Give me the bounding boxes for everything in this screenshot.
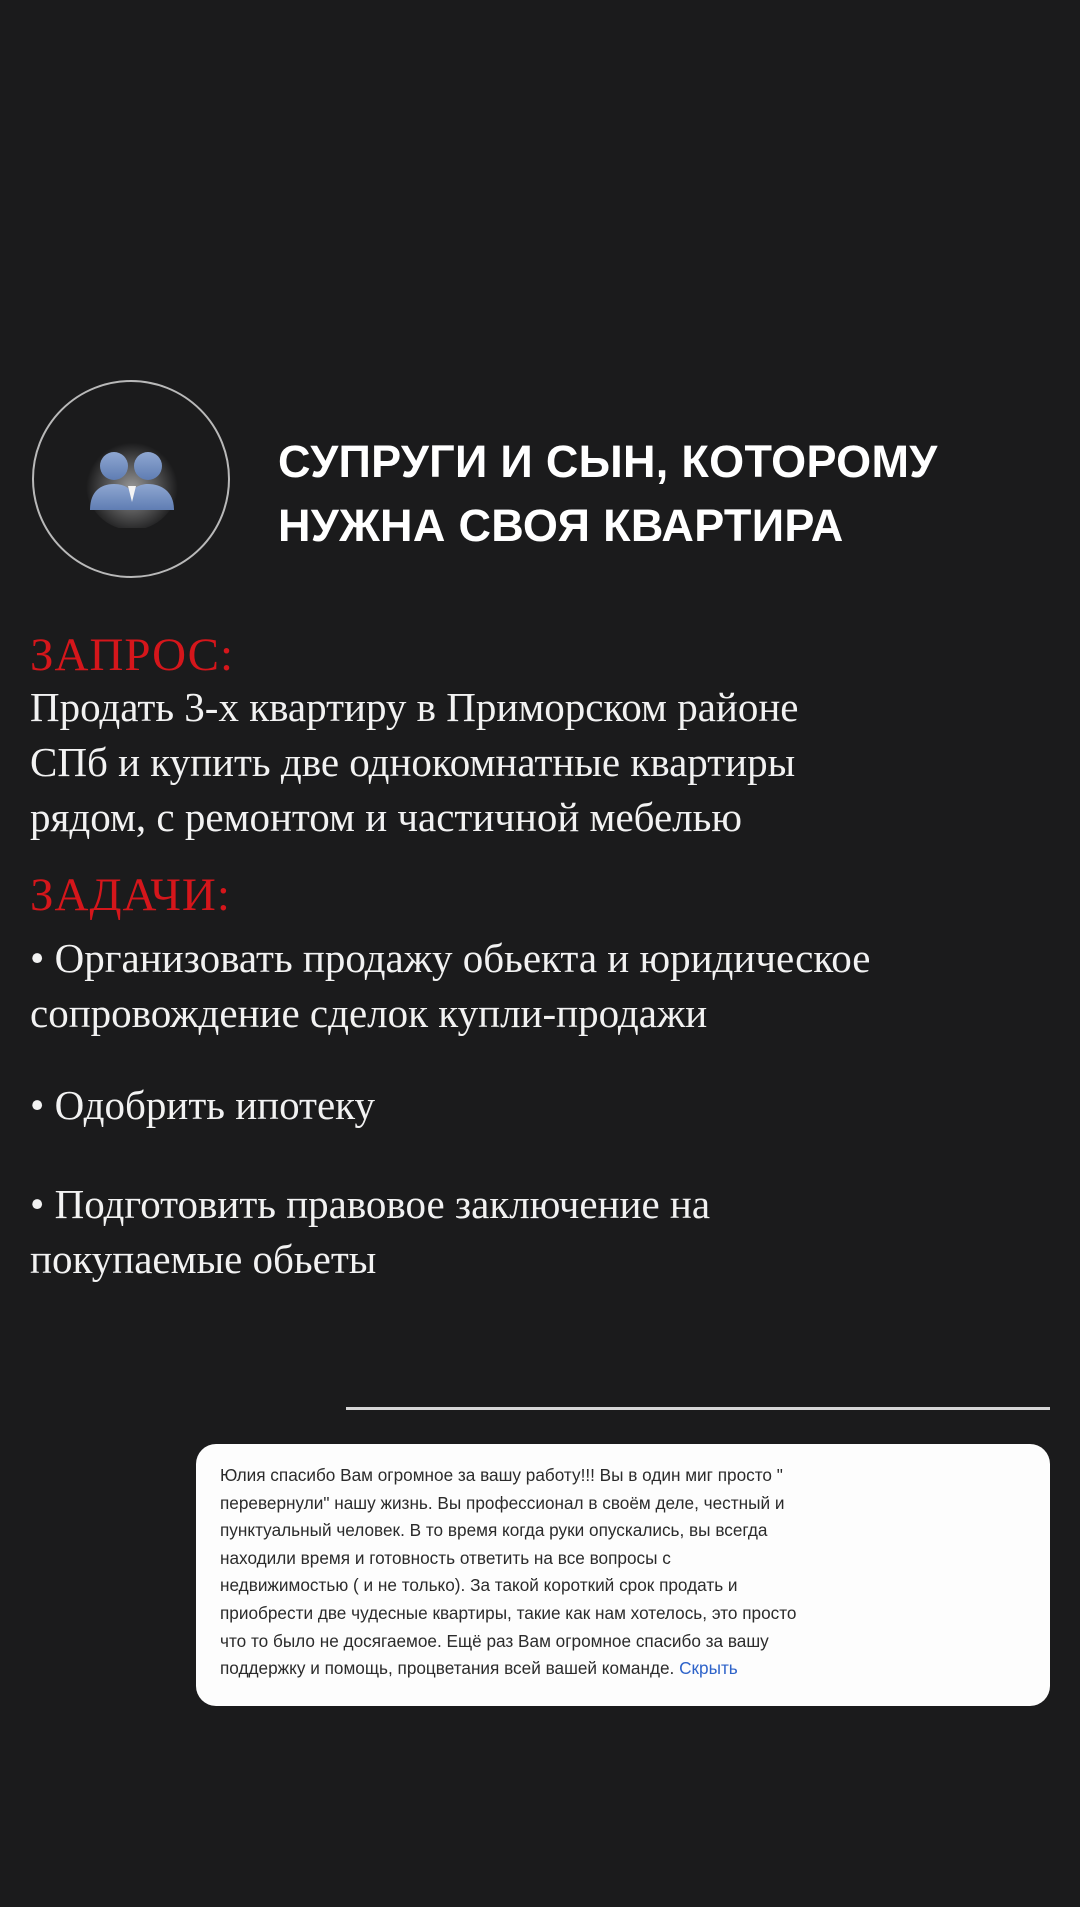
- task-line: • Организовать продажу обьекта и юридическое: [30, 935, 871, 981]
- avatar: [32, 380, 230, 578]
- divider: [346, 1407, 1050, 1410]
- review-line: недвижимостью ( и не только). За такой короткий срок продать и: [220, 1575, 738, 1596]
- request-line: рядом, с ремонтом и частичной мебелью: [30, 794, 742, 840]
- request-text: [30, 680, 1060, 845]
- task-item: [30, 931, 1060, 1041]
- request-line: СПб и купить две однокомнатные квартиры: [30, 739, 796, 785]
- request-line: Продать 3-х квартиру в Приморском районе: [30, 684, 799, 730]
- review-last-line: [220, 1655, 1028, 1683]
- task-item: [30, 1177, 1060, 1287]
- review-line: пунктуальный человек. В то время когда руки опускались, вы всегда: [220, 1520, 768, 1541]
- review-line: приобрести две чудесные квартиры, такие как нам хотелось, это просто: [220, 1602, 797, 1623]
- task-line: сопровождение сделок купли-продажи: [30, 990, 708, 1036]
- task-line: • Подготовить правовое заключение на: [30, 1181, 711, 1227]
- title-line: СУПРУГИ И СЫН, КОТОРОМУ: [278, 436, 938, 487]
- tasks-label: ЗАДАЧИ:: [30, 869, 231, 921]
- review-card: [196, 1444, 1050, 1706]
- task-line: покупаемые обьеты: [30, 1236, 377, 1282]
- review-line: Юлия спасибо Вам огромное за вашу работу!!! Вы в один миг просто ": [220, 1465, 783, 1485]
- page-title: [278, 430, 1038, 558]
- group-users-icon: [84, 432, 180, 528]
- task-item: [30, 1078, 1060, 1133]
- title-line: НУЖНА СВОЯ КВАРТИРА: [278, 500, 844, 551]
- hide-review-link[interactable]: Скрыть: [679, 1658, 738, 1679]
- task-line: • Одобрить ипотеку: [30, 1082, 375, 1128]
- review-line: находили время и готовность ответить на все вопросы с: [220, 1547, 671, 1568]
- request-label: ЗАПРОС:: [30, 629, 235, 681]
- review-line: что то было не досягаемое. Ещё раз Вам огромное спасибо за вашу: [220, 1630, 769, 1651]
- review-line: поддержку и помощь, процветания всей вашей команде.: [220, 1658, 675, 1679]
- review-line: перевернули" нашу жизнь. Вы профессионал в своём деле, честный и: [220, 1492, 785, 1513]
